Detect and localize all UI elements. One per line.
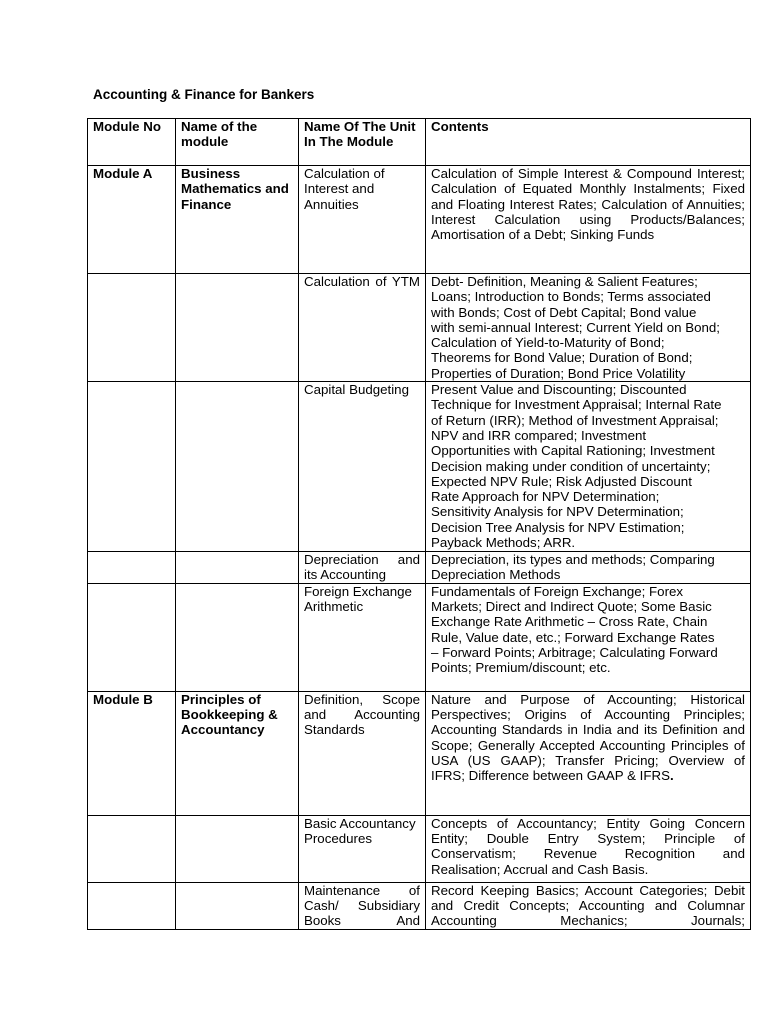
table-row [88,382,751,552]
table-header-row [88,119,751,166]
contents-line: Opportunities with Capital Rationing; Investment [431,443,715,459]
unit-name-cell: Foreign Exchange Arithmetic [299,583,426,691]
contents-line: Sensitivity Analysis for NPV Determination; [431,504,684,520]
contents-line: Depreciation, its types and methods; Comparing [431,552,715,568]
unit-name-cell: Calculation of Interest and Annuities [299,166,426,274]
contents-cell: Concepts of Accountancy; Entity Going Concern Entity; Double Entry System; Principle of Conservatism; Revenue Recognition and Realisation; Accrual and Cash Basis. [426,815,751,882]
module-no-cell [88,882,176,929]
contents-line: Decision Tree Analysis for NPV Estimation; [431,519,685,535]
module-name-cell: Business Mathematics and Finance [176,166,299,274]
contents-line: Depreciation Methods [431,567,561,583]
contents-line: Fundamentals of Foreign Exchange; Forex [431,583,684,599]
contents-line: Points; Premium/discount; etc. [431,660,611,676]
table-row [88,166,751,274]
header-contents: Contents [426,119,751,166]
contents-line: Exchange Rate Arithmetic – Cross Rate, Chain [431,614,708,630]
module-no-cell [88,274,176,382]
syllabus-table [87,118,751,930]
module-no-cell [88,815,176,882]
contents-line: Theorems for Bond Value; Duration of Bond; [431,350,693,366]
contents-line: Decision making under condition of uncertainty; [431,458,711,474]
module-name-cell [176,552,299,584]
module-name-cell [176,274,299,382]
table-row [88,274,751,382]
header-unit-name: Name Of The Unit In The Module [299,119,426,166]
module-name-cell [176,815,299,882]
contents-line: Loans; Introduction to Bonds; Terms associated [431,289,711,305]
contents-cell [426,691,751,815]
contents-line: Expected NPV Rule; Risk Adjusted Discount [431,473,692,489]
contents-cell: Calculation of Simple Interest & Compound Interest; Calculation of Equated Monthly Instalments; Fixed and Floating Interest Rates; Calculation of Annuities; Interest Calculation using Products/Balances; Amortisation of a Debt; Sinking Funds [426,166,751,274]
contents-line: Calculation of Yield-to-Maturity of Bond; [431,335,665,351]
module-name-cell [176,382,299,552]
unit-name-cell: Capital Budgeting [299,382,426,552]
unit-name-cell: Calculation of YTM [299,274,426,382]
table-row [88,882,751,929]
contents-line: Markets; Direct and Indirect Quote; Some Basic [431,598,712,614]
contents-cell [426,552,751,584]
table-row [88,815,751,882]
contents-line: Rule, Value date, etc.; Forward Exchange Rates [431,629,715,645]
contents-line: Rate Approach for NPV Determination; [431,489,660,505]
module-no-cell [88,382,176,552]
contents-cell: Record Keeping Basics; Account Categories; Debit and Credit Concepts; Accounting and Columnar Accounting Mechanics; Journals; [426,882,751,929]
document-title: Accounting & Finance for Bankers [93,87,315,102]
contents-line: – Forward Points; Arbitrage; Calculating Forward [431,644,718,660]
contents-line: Payback Methods; ARR. [431,535,576,551]
module-no-cell [88,552,176,584]
unit-name-cell: Maintenance of Cash/ Subsidiary Books And [299,882,426,929]
module-no-cell [88,583,176,691]
module-name-cell [176,882,299,929]
contents-cell [426,382,751,552]
contents-end: . [669,768,674,784]
module-name-cell: Principles of Bookkeeping & Accountancy [176,691,299,815]
table-row [88,691,751,815]
table-row [88,583,751,691]
contents-line: Debt- Definition, Meaning & Salient Features; [431,274,698,289]
contents-line: Present Value and Discounting; Discounted [431,382,687,398]
contents-cell [426,274,751,382]
contents-line: with semi-annual Interest; Current Yield on Bond; [431,319,720,335]
module-no-cell: Module A [88,166,176,274]
unit-name-cell: Definition, Scope and Accounting Standards [299,691,426,815]
unit-name-cell: Basic Accountancy Procedures [299,815,426,882]
contents-line: of Return (IRR); Method of Investment Appraisal; [431,412,719,428]
module-no-cell: Module B [88,691,176,815]
module-name-cell [176,583,299,691]
contents-line: Properties of Duration; Bond Price Volatility [431,365,686,381]
contents-line: NPV and IRR compared; Investment [431,427,647,443]
table-row [88,552,751,584]
unit-name-cell: Depreciation and its Accounting [299,552,426,584]
header-module-no: Module No [88,119,176,166]
contents-line: with Bonds; Cost of Debt Capital; Bond value [431,304,697,320]
contents-line: Technique for Investment Appraisal; Internal Rate [431,397,722,413]
contents-cell [426,583,751,691]
contents-text: Nature and Purpose of Accounting; Historical Perspectives; Origins of Accounting Principles; Accounting Standards in India and its Definition and Scope; Generally Accepted Accounting Principles of USA (US GAAP); Transfer Pricing; Overview of IFRS; Difference between GAAP & IFRS [431,691,745,784]
header-module-name: Name of the module [176,119,299,166]
